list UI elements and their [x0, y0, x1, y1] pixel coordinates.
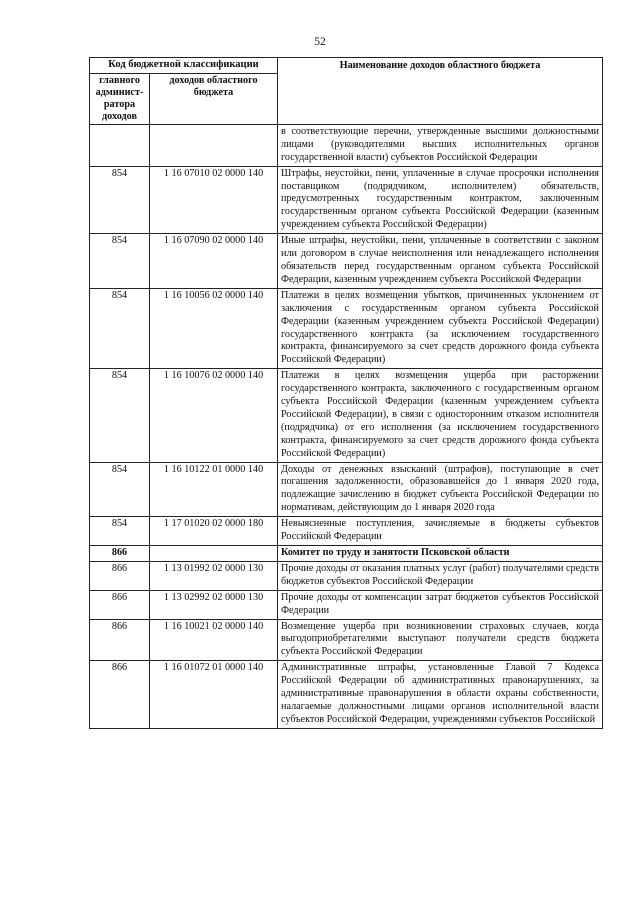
- admin-code: 854: [90, 369, 150, 462]
- admin-code: 854: [90, 234, 150, 289]
- income-code: 1 13 01992 02 0000 130: [150, 561, 278, 590]
- income-code: 1 16 07090 02 0000 140: [150, 234, 278, 289]
- admin-code: 866: [90, 561, 150, 590]
- table-row: [90, 462, 603, 517]
- admin-code: 854: [90, 462, 150, 517]
- income-name: Штрафы, неустойки, пени, уплаченные в случае просрочки исполнения поставщиком (подрядчиком, исполнителем) обязательств, предусмотренных государственным контрактом, заключенным государственным органом субъекта Российской Федерации (казенным учреждением субъекта Российской Федерации): [278, 166, 603, 234]
- income-name: Прочие доходы от компенсации затрат бюджетов субъектов Российской Федерации: [278, 590, 603, 619]
- admin-code: 866: [90, 590, 150, 619]
- income-code: 1 16 10076 02 0000 140: [150, 369, 278, 462]
- section-admin-code: 866: [90, 546, 150, 562]
- header-group: Код бюджетной классификации: [90, 58, 278, 74]
- income-code: 1 16 01072 01 0000 140: [150, 661, 278, 729]
- income-name: Возмещение ущерба при возникновении страховых случаев, когда выгодоприобретателями выступают получатели средств бюджета субъекта Российской Федерации: [278, 619, 603, 661]
- admin-code: 866: [90, 661, 150, 729]
- table-row: [90, 619, 603, 661]
- table-row: [90, 517, 603, 546]
- table-row: [90, 234, 603, 289]
- table-row: [90, 166, 603, 234]
- admin-code: 854: [90, 517, 150, 546]
- admin-code: 866: [90, 619, 150, 661]
- header-income: доходов областного бюджета: [150, 73, 278, 124]
- header-name: Наименование доходов областного бюджета: [278, 58, 603, 125]
- table-row: [90, 561, 603, 590]
- income-name: Платежи в целях возмещения ущерба при расторжении государственного контракта, заключенного с государственным органом субъекта Российской Федерации (казенным учреждением субъекта Российской Федерации), в связи с односторонним отказом исполнителя (подрядчика) от его исполнения (за исключением государственного контракта, финансируемого за счет средств дорожного фонда субъекта Российской Федерации): [278, 369, 603, 462]
- income-name: Невыясненные поступления, зачисляемые в бюджеты субъектов Российской Федерации: [278, 517, 603, 546]
- income-name: Доходы от денежных взысканий (штрафов), поступающие в счет погашения задолженности, образовавшейся до 1 января 2020 года, подлежащие зачислению в бюджет субъекта Российской Федерации по нормативам, действующим до 1 января 2020 года: [278, 462, 603, 517]
- table-row: [90, 369, 603, 462]
- budget-classification-table: [89, 57, 603, 729]
- page-number: 52: [314, 36, 326, 48]
- income-name: в соответствующие перечни, утвержденные высшими должностными лицами (руководителями высших исполнительных органов государственной власти) субъектов Российской Федерации: [278, 124, 603, 166]
- income-name: Прочие доходы от оказания платных услуг (работ) получателями средств бюджетов субъектов Российской Федерации: [278, 561, 603, 590]
- income-name: Иные штрафы, неустойки, пени, уплаченные в соответствии с законом или договором в случае неисполнения или ненадлежащего исполнения обязательств перед государственным органом субъекта Российской Федерации, казенным учреждением субъекта Российской Федерации: [278, 234, 603, 289]
- income-code: 1 16 10021 02 0000 140: [150, 619, 278, 661]
- section-empty-cell: [150, 546, 278, 562]
- income-code: 1 13 02992 02 0000 130: [150, 590, 278, 619]
- income-name: Платежи в целях возмещения убытков, причиненных уклонением от заключения с государственным органом субъекта Российской Федерации (казенным учреждением субъекта Российской Федерации) государственного контракта (за исключением государственного контракта, финансируемого за счет средств дорожного фонда субъекта Российской Федерации): [278, 288, 603, 368]
- admin-code: 854: [90, 166, 150, 234]
- table-row: [90, 124, 603, 166]
- admin-code: 854: [90, 288, 150, 368]
- section-row: [90, 546, 603, 562]
- income-code: 1 17 01020 02 0000 180: [150, 517, 278, 546]
- income-code: [150, 124, 278, 166]
- table-row: [90, 661, 603, 729]
- income-code: 1 16 07010 02 0000 140: [150, 166, 278, 234]
- income-code: 1 16 10122 01 0000 140: [150, 462, 278, 517]
- table-row: [90, 590, 603, 619]
- section-title: Комитет по труду и занятости Псковской области: [278, 546, 603, 562]
- header-admin: главного админист-ратора доходов: [90, 73, 150, 124]
- table-row: [90, 288, 603, 368]
- income-code: 1 16 10056 02 0000 140: [150, 288, 278, 368]
- admin-code: [90, 124, 150, 166]
- income-name: Административные штрафы, установленные Главой 7 Кодекса Российской Федерации об административных правонарушениях, за административные правонарушения в области охраны собственности, налагаемые должностными лицами органов исполнительной власти субъектов Российской Федерации, учреждениями субъектов Российской: [278, 661, 603, 729]
